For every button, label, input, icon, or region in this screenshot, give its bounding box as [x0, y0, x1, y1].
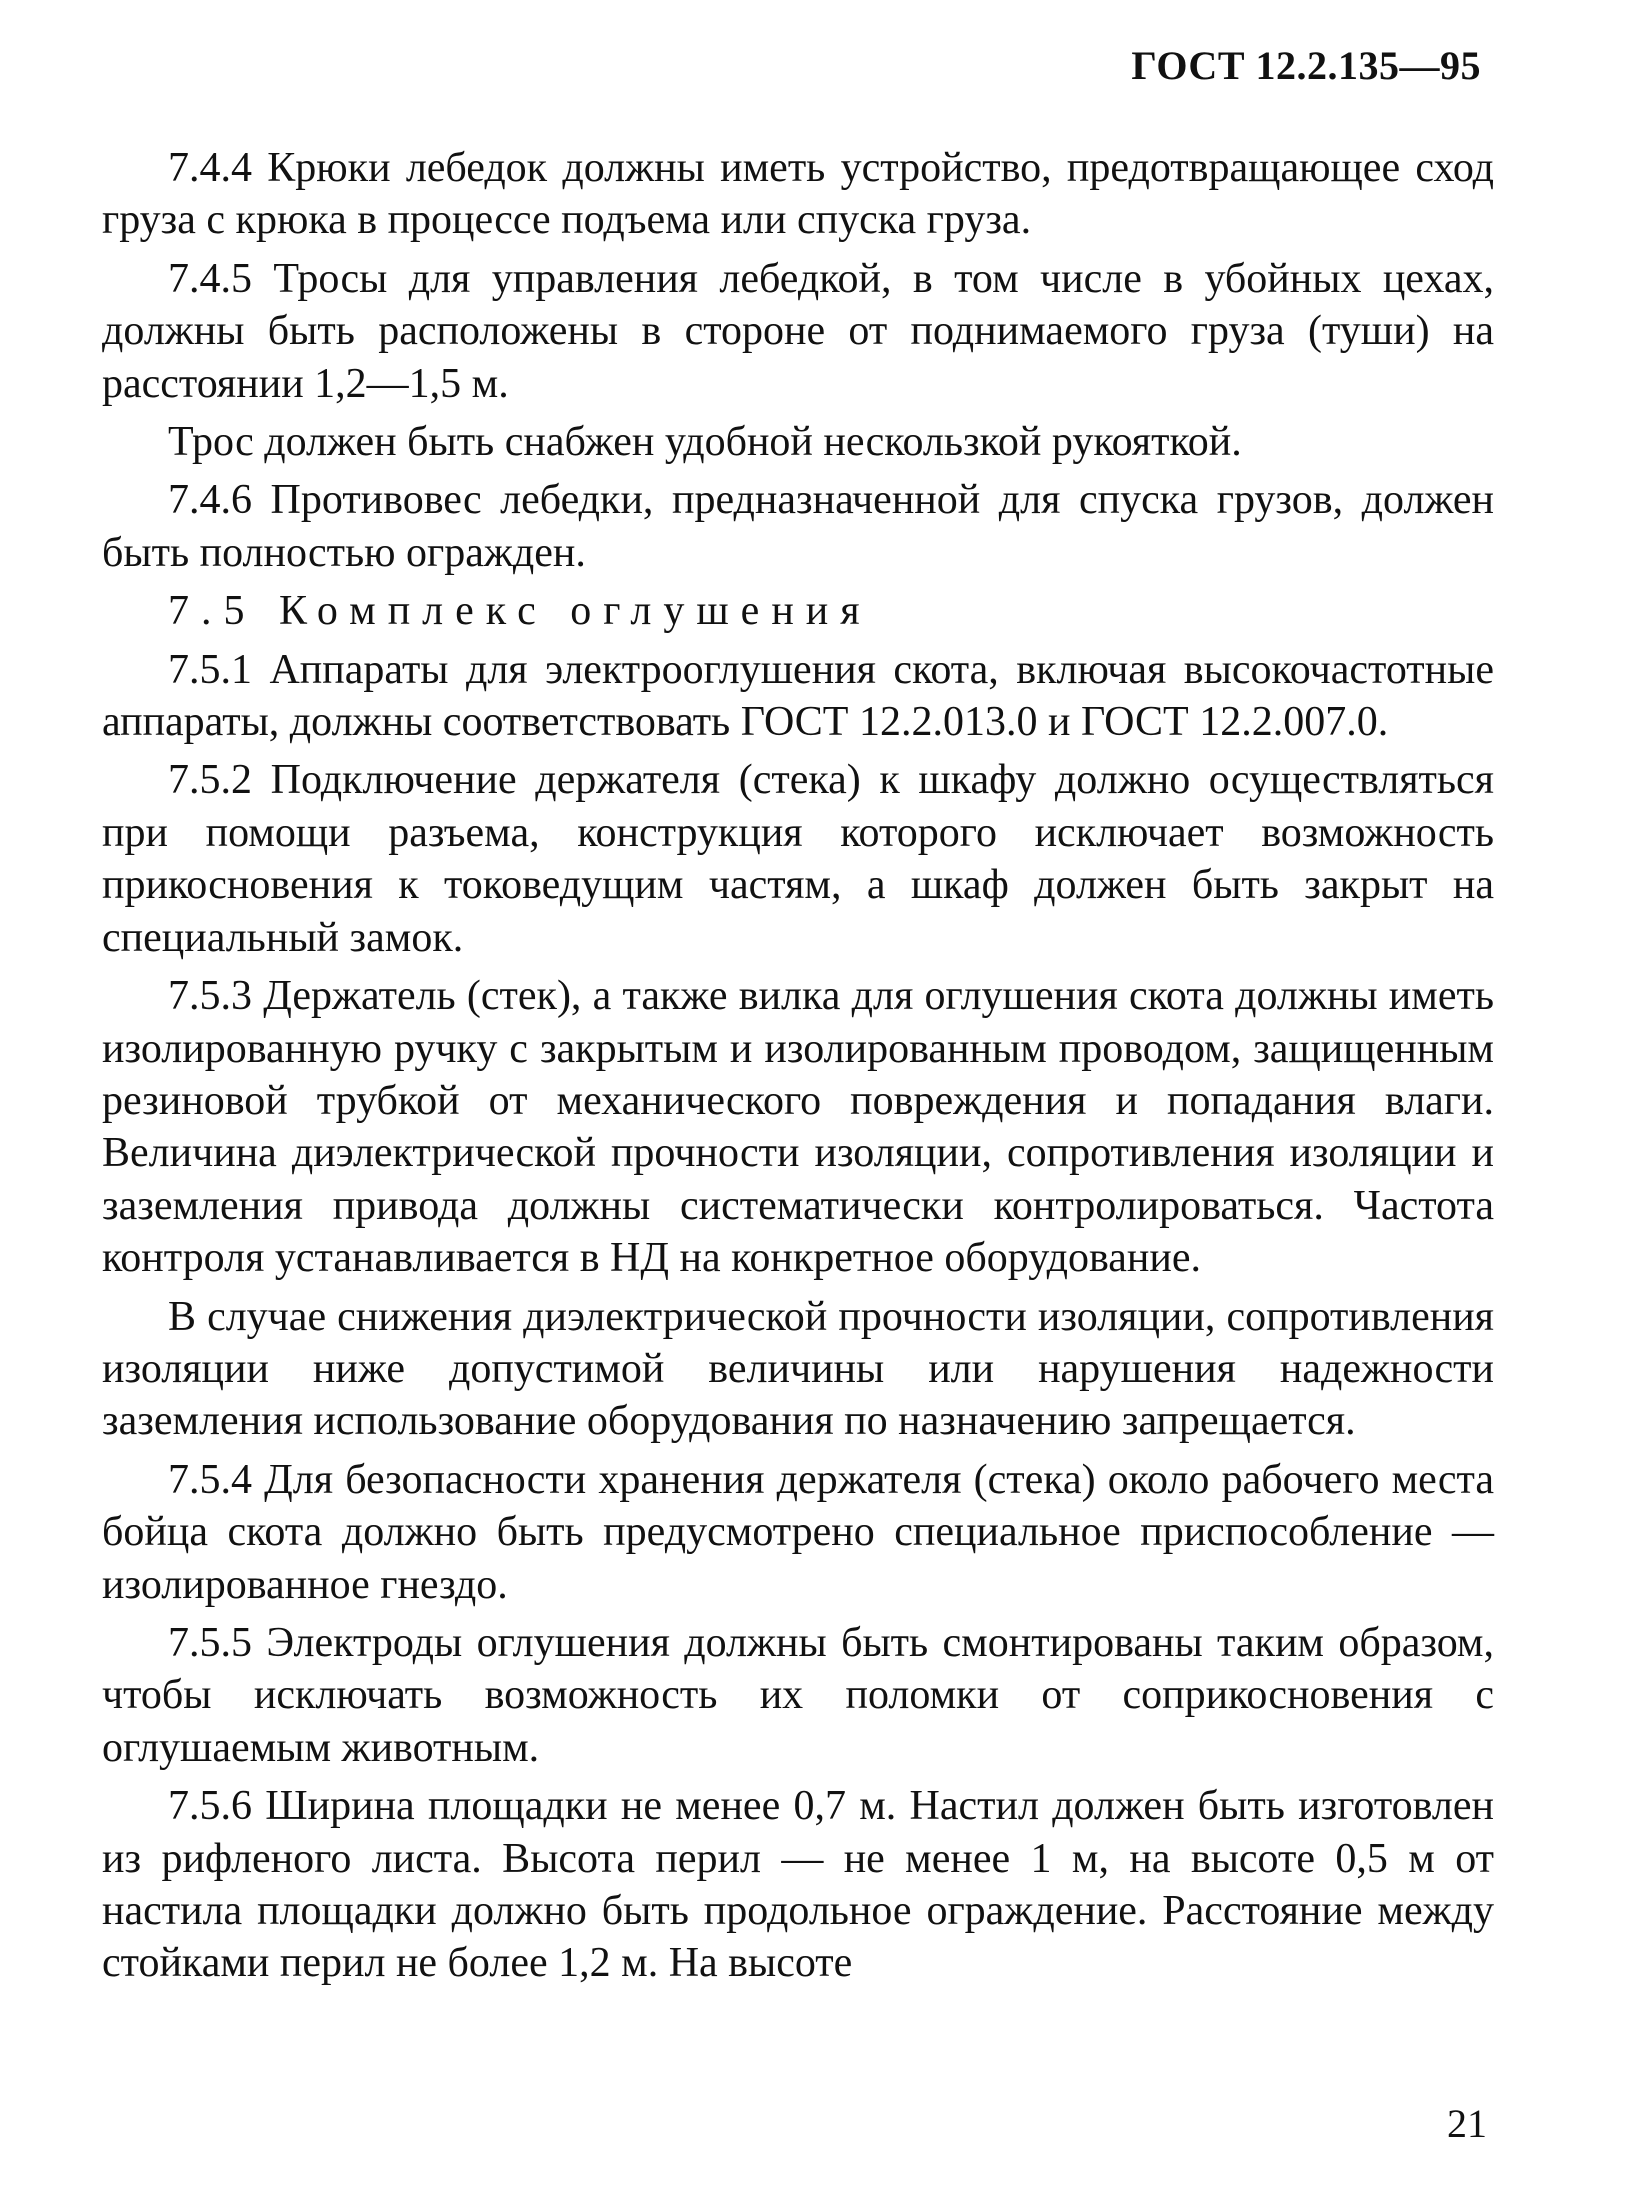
paragraph-7-5-1: 7.5.1 Аппараты для электрооглушения скота, включая высокочастотные аппараты, должны соответствовать ГОСТ 12.2.013.0 и ГОСТ 12.2.007.0. [102, 646, 1494, 746]
paragraph-7-5-4: 7.5.4 Для безопасности хранения держателя (стека) около рабочего места бойца скота должно быть предусмотрено специальное приспособление — изолированное гнездо. [102, 1456, 1494, 1608]
paragraph-cable-handle: Трос должен быть снабжен удобной нескользкой рукояткой. [168, 419, 1242, 466]
paragraph-7-4-4: 7.4.4 Крюки лебедок должны иметь устройство, предотвращающее сход груза с крюка в процессе подъема или спуска груза. [102, 145, 1494, 244]
page-number: 21 [1447, 2101, 1487, 2146]
section-heading-7-5: 7.5 Комплекс оглушения [168, 588, 872, 635]
paragraph-7-5-6: 7.5.6 Ширина площадки не менее 0,7 м. Настил должен быть изготовлен из рифленого листа. Высота перил — не менее 1 м, на высоте 0,5 м от настила площадки должно быть продольное ограждение. Расстояние между стойками перил не более 1,2 м. На высоте [102, 1783, 1494, 1987]
paragraph-insulation-failure: В случае снижения диэлектрической прочности изоляции, сопротивления изоляции ниже допустимой величины или нарушения надежности заземления использование оборудования по назначению запрещается. [102, 1293, 1494, 1445]
document-body [102, 142, 1494, 1990]
paragraph-7-5-2: 7.5.2 Подключение держателя (стека) к шкафу должно осуществляться при помощи разъема, конструкция которого исключает возможность прикосновения к токоведущим частям, а шкаф должен быть закрыт на специальный замок. [102, 757, 1494, 961]
paragraph-7-4-5: 7.4.5 Тросы для управления лебедкой, в том числе в убойных цехах, должны быть расположены в стороне от поднимаемого груза (туши) на расстоянии 1,2—1,5 м. [102, 255, 1494, 407]
paragraph-7-5-5: 7.5.5 Электроды оглушения должны быть смонтированы таким образом, чтобы исключать возможность их поломки от соприкосновения с оглушаемым животным. [102, 1619, 1494, 1771]
paragraph-7-4-6: 7.4.6 Противовес лебедки, предназначенной для спуска грузов, должен быть полностью огражден. [102, 477, 1494, 576]
paragraph-7-5-3: 7.5.3 Держатель (стек), а также вилка для оглушения скота должны иметь изолированную ручку с закрытым и изолированным проводом, защищенным резиновой трубкой от механического повреждения и попадания влаги. Величина диэлектрической прочности изоляции, сопротивления изоляции и заземления привода должны систематически контролироваться. Частота контроля устанавливается в НД на конкретное оборудование. [102, 973, 1494, 1282]
standard-header: ГОСТ 12.2.135—95 [1131, 43, 1481, 88]
